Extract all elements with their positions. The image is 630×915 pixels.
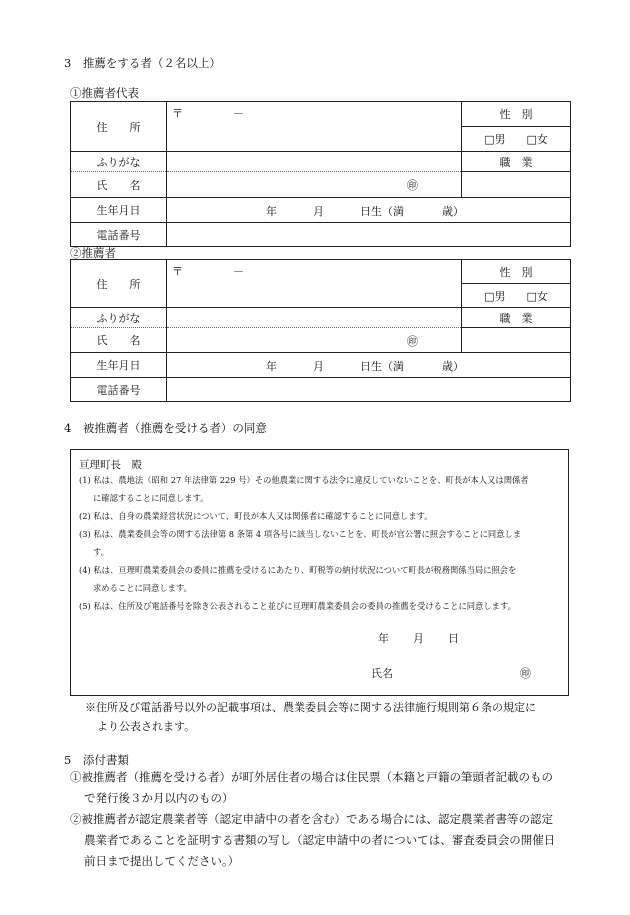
name-field[interactable] — [167, 172, 462, 198]
phone-label: 電話番号 — [71, 223, 167, 247]
postal-mark: 〒 — [172, 107, 183, 120]
section-3-title: 3 推薦をする者（２名以上） — [64, 56, 221, 70]
publication-note-line-2: より公表されます。 — [97, 720, 196, 733]
birthdate-label: 生年月日 — [71, 353, 167, 378]
consent-item-1-cont: に確認することに同意します。 — [93, 493, 209, 503]
birth-month-label: 月 — [313, 205, 324, 218]
attachment-2-line-3: 前日まで提出してください。） — [84, 854, 240, 868]
male-checkbox[interactable]: □男 — [484, 133, 506, 146]
consent-item-4: (4) 私は、亘理町農業委員会の委員に推薦を受けるにあたり、町税等の納付状況について町長が税務関係当局に照会を — [79, 565, 517, 575]
postal-mark: 〒 — [172, 265, 183, 278]
attachment-1-line-1: ①被推薦者（推薦を受ける者）が町外居住者の場合は住民票（本籍と戸籍の筆頭者記載のもの — [70, 770, 553, 784]
representative-heading: ①推薦者代表 — [70, 86, 139, 100]
consent-date-day: 日 — [448, 632, 459, 645]
consent-item-5: (5) 私は、住所及び電話番号を除き公表されること並びに亘理町農業委員会の委員の推薦を受けることに同意します。 — [79, 601, 516, 611]
recommender-table — [70, 259, 571, 402]
publication-note-line-1: ※住所及び電話番号以外の記載事項は、農業委員会等に関する法律施行規則第６条の規定に — [85, 701, 536, 714]
address-field[interactable] — [167, 260, 462, 308]
birth-age-label: 歳） — [442, 205, 464, 218]
postal-dash: － — [233, 265, 244, 278]
gender-options[interactable] — [462, 284, 571, 308]
occupation-label: 職 業 — [462, 308, 571, 328]
section-4-title: 4 被推薦者（推薦を受ける者）の同意 — [64, 421, 267, 435]
address-label: 住 所 — [71, 102, 167, 152]
gender-label: 性 別 — [462, 260, 571, 284]
gender-options[interactable] — [462, 127, 571, 152]
consent-item-4-cont: 求めることに同意します。 — [93, 583, 192, 593]
male-checkbox[interactable]: □男 — [484, 289, 506, 303]
name-label: 氏 名 — [71, 172, 167, 198]
birthdate-label: 生年月日 — [71, 198, 167, 223]
addressee: 亘理町長 殿 — [79, 459, 142, 471]
attachment-2-line-1: ②被推薦者が認定農業者等（認定申請中の者を含む）である場合には、認定農業者書等の認定 — [70, 812, 553, 826]
seal-mark: ㊞ — [407, 335, 418, 348]
consent-item-3: (3) 私は、農業委員会等の関する法律第 8 条第 4 項各号に該当しないことを、町長が官公署に照会することに同意しま — [79, 529, 522, 539]
consent-date-year: 年 — [378, 632, 389, 645]
phone-label: 電話番号 — [71, 378, 167, 402]
furigana-field[interactable] — [167, 308, 462, 328]
phone-field[interactable] — [167, 223, 571, 247]
recommender-heading: ②推薦者 — [70, 246, 116, 260]
furigana-label: ふりがな — [71, 308, 167, 328]
gender-label: 性 別 — [462, 102, 571, 127]
consent-seal-mark: ㊞ — [520, 667, 531, 680]
female-checkbox[interactable]: □女 — [526, 289, 548, 303]
consent-box — [70, 449, 569, 696]
birth-age-label: 歳） — [442, 360, 464, 373]
birth-year-label: 年 — [266, 360, 277, 373]
attachment-2-line-2: 農業者であることを証明する書類の写し（認定申請中の者については、審査委員会の開催日 — [84, 833, 556, 847]
birth-year-label: 年 — [266, 205, 277, 218]
section-5-title: 5 添付書類 — [64, 753, 129, 767]
furigana-label: ふりがな — [71, 152, 167, 172]
occupation-label: 職 業 — [462, 152, 571, 172]
birthdate-field[interactable] — [167, 198, 571, 223]
birth-day-label: 日生（満 — [360, 205, 404, 218]
furigana-field[interactable] — [167, 152, 462, 172]
consent-item-2: (2) 私は、自身の農業経営状況について、町長が本人又は関係者に確認することに同意します。 — [79, 511, 433, 521]
recommender-representative-table — [70, 101, 571, 247]
postal-dash: － — [233, 107, 244, 120]
seal-mark: ㊞ — [407, 179, 418, 192]
female-checkbox[interactable]: □女 — [526, 133, 548, 146]
consent-name-label: 氏名 — [371, 667, 393, 680]
occupation-field[interactable] — [462, 328, 571, 353]
name-field[interactable] — [167, 328, 462, 353]
birth-day-label: 日生（満 — [360, 360, 404, 373]
occupation-field[interactable] — [462, 172, 571, 198]
address-field[interactable] — [167, 102, 462, 152]
birth-month-label: 月 — [313, 360, 324, 373]
consent-date-month: 月 — [413, 632, 424, 645]
name-label: 氏 名 — [71, 328, 167, 353]
address-label: 住 所 — [71, 260, 167, 308]
consent-item-3-cont: す。 — [93, 547, 109, 557]
attachment-1-line-2: で発行後３か月以内のもの） — [84, 791, 234, 805]
phone-field[interactable] — [167, 378, 571, 402]
birthdate-field[interactable] — [167, 353, 571, 378]
consent-item-1: (1) 私は、農地法（昭和 27 年法律第 229 号）その他農業に関する法令に違反していないことを、町長が本人又は関係者 — [79, 475, 529, 485]
